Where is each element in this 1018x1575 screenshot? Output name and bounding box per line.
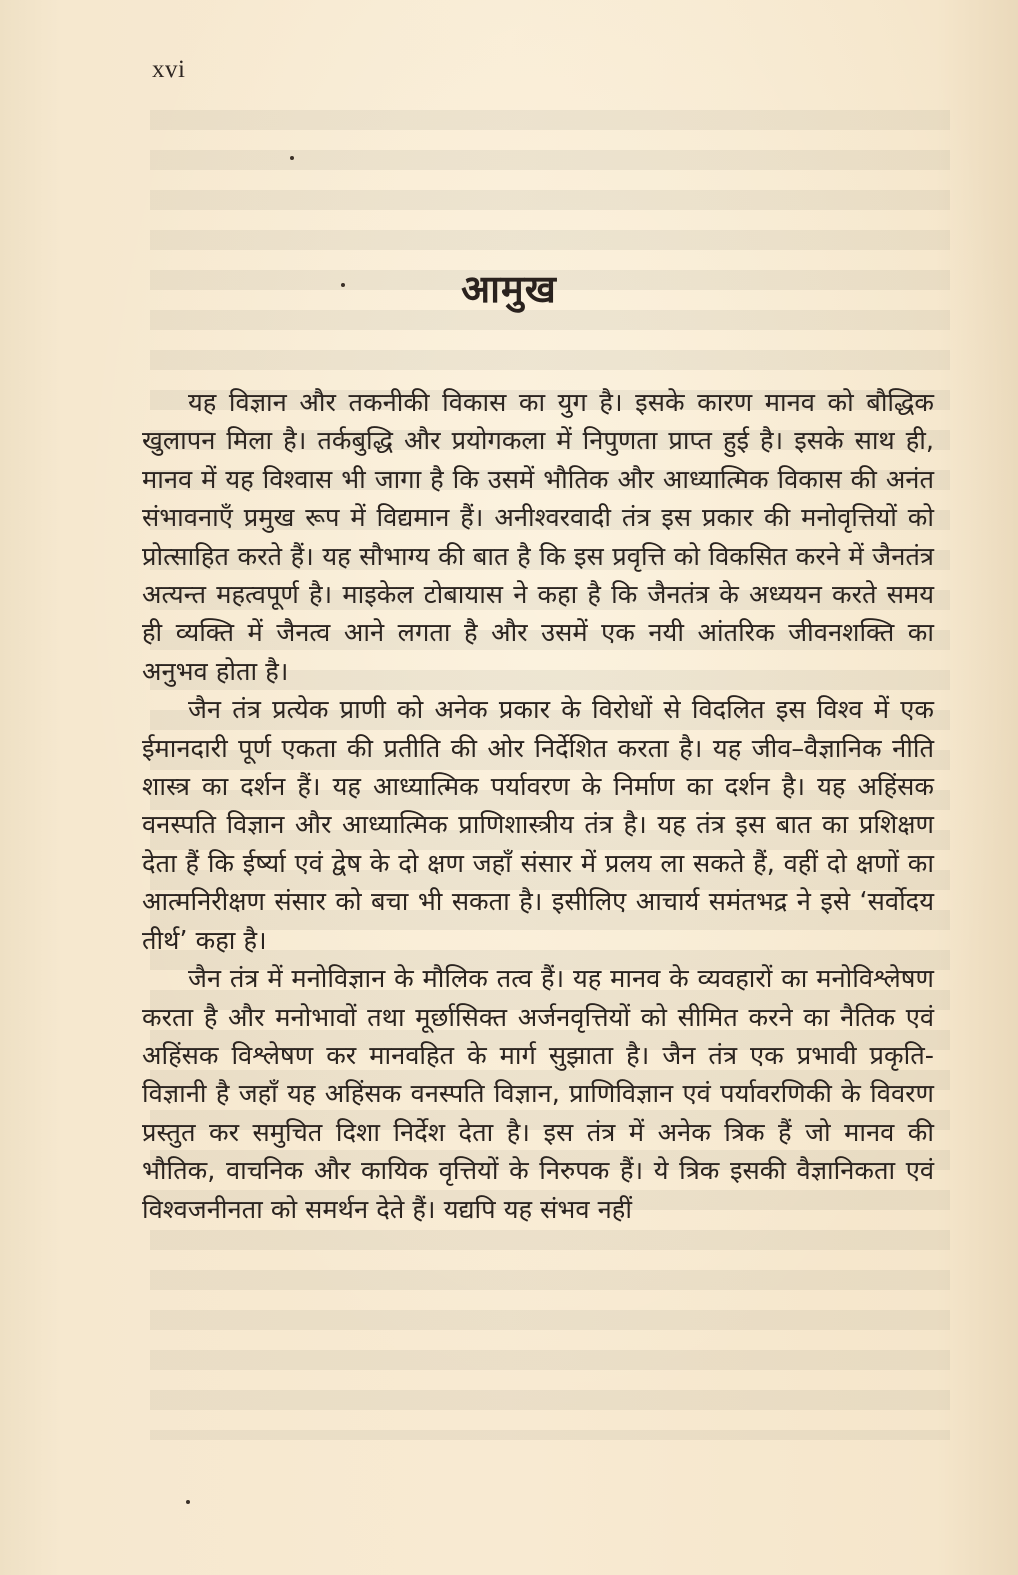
paragraph-1: यह विज्ञान और तकनीकी विकास का युग है। इसके कारण मानव को बौद्धिक खुलापन मिला है। तर्कबुद्धि और प्रयोगकला में निपुणता प्राप्त हुई है। इसके साथ ही, मानव में यह विश्वास भी जागा है कि उसमें भौतिक और आध्यात्मिक विकास की अनंत संभावनाएँ प्रमुख रूप में विद्यमान हैं। अनीश्वरवादी तंत्र इस प्रकार की मनोवृत्तियों को प्रोत्साहित करते हैं। यह सौभाग्य की बात है कि इस प्रवृत्ति को विकसित करने में जैनतंत्र अत्यन्त महत्वपूर्ण है। माइकेल टोबायास ने कहा है कि जैनतंत्र के अध्ययन करते समय ही व्यक्ति में जैनत्व आने लगता है और उसमें एक नयी आंतरिक जीवनशक्ति का अनुभव होता है।: [142, 388, 934, 687]
chapter-title: आमुख: [461, 267, 557, 311]
paragraph-2: जैन तंत्र प्रत्येक प्राणी को अनेक प्रकार के विरोधों से विदलित इस विश्व में एक ईमानदारी पूर्ण एकता की प्रतीति की ओर निर्देशित करता है। यह जीव–वैज्ञानिक नीति शास्त्र का दर्शन हैं। यह आध्यात्मिक पर्यावरण के निर्माण का दर्शन है। यह अहिंसक वनस्पति विज्ञान और आध्यात्मिक प्राणिशास्त्रीय तंत्र है। यह तंत्र इस बात का प्रशिक्षण देता हैं कि ईर्ष्या एवं द्वेष के दो क्षण जहाँ संसार में प्रलय ला सकते हैं, वहीं दो क्षणों का आत्मनिरीक्षण संसार को बचा भी सकता है। इसीलिए आचार्य समंतभद्र ने इसे ‘सर्वोदय तीर्थ’ कहा है।: [142, 695, 934, 956]
print-speck: [290, 156, 294, 160]
paragraph-3: जैन तंत्र में मनोविज्ञान के मौलिक तत्व हैं। यह मानव के व्यवहारों का मनोविश्लेषण करता है और मनोभावों तथा मूर्छासिक्त अर्जनवृत्तियों को सीमित करने का नैतिक एवं अहिंसक विश्लेषण कर मानवहित के मार्ग सुझाता है। जैन तंत्र एक प्रभावी प्रकृति-विज्ञानी है जहाँ यह अहिंसक वनस्पति विज्ञान, प्राणिविज्ञान एवं पर्यावरणिकी के विवरण प्रस्तुत कर समुचित दिशा निर्देश देता है। इस तंत्र में अनेक त्रिक हैं जो मानव की भौतिक, वाचनिक और कायिक वृत्तियों के निरुपक हैं। ये त्रिक इसकी वैज्ञानिकता एवं विश्वजनीनता को समर्थन देते हैं। यद्यपि यह संभव नहीं: [142, 964, 934, 1225]
body-text: [142, 384, 934, 1229]
print-speck: [341, 283, 345, 287]
print-speck: [186, 1500, 190, 1504]
page-number: xvi: [152, 56, 186, 83]
